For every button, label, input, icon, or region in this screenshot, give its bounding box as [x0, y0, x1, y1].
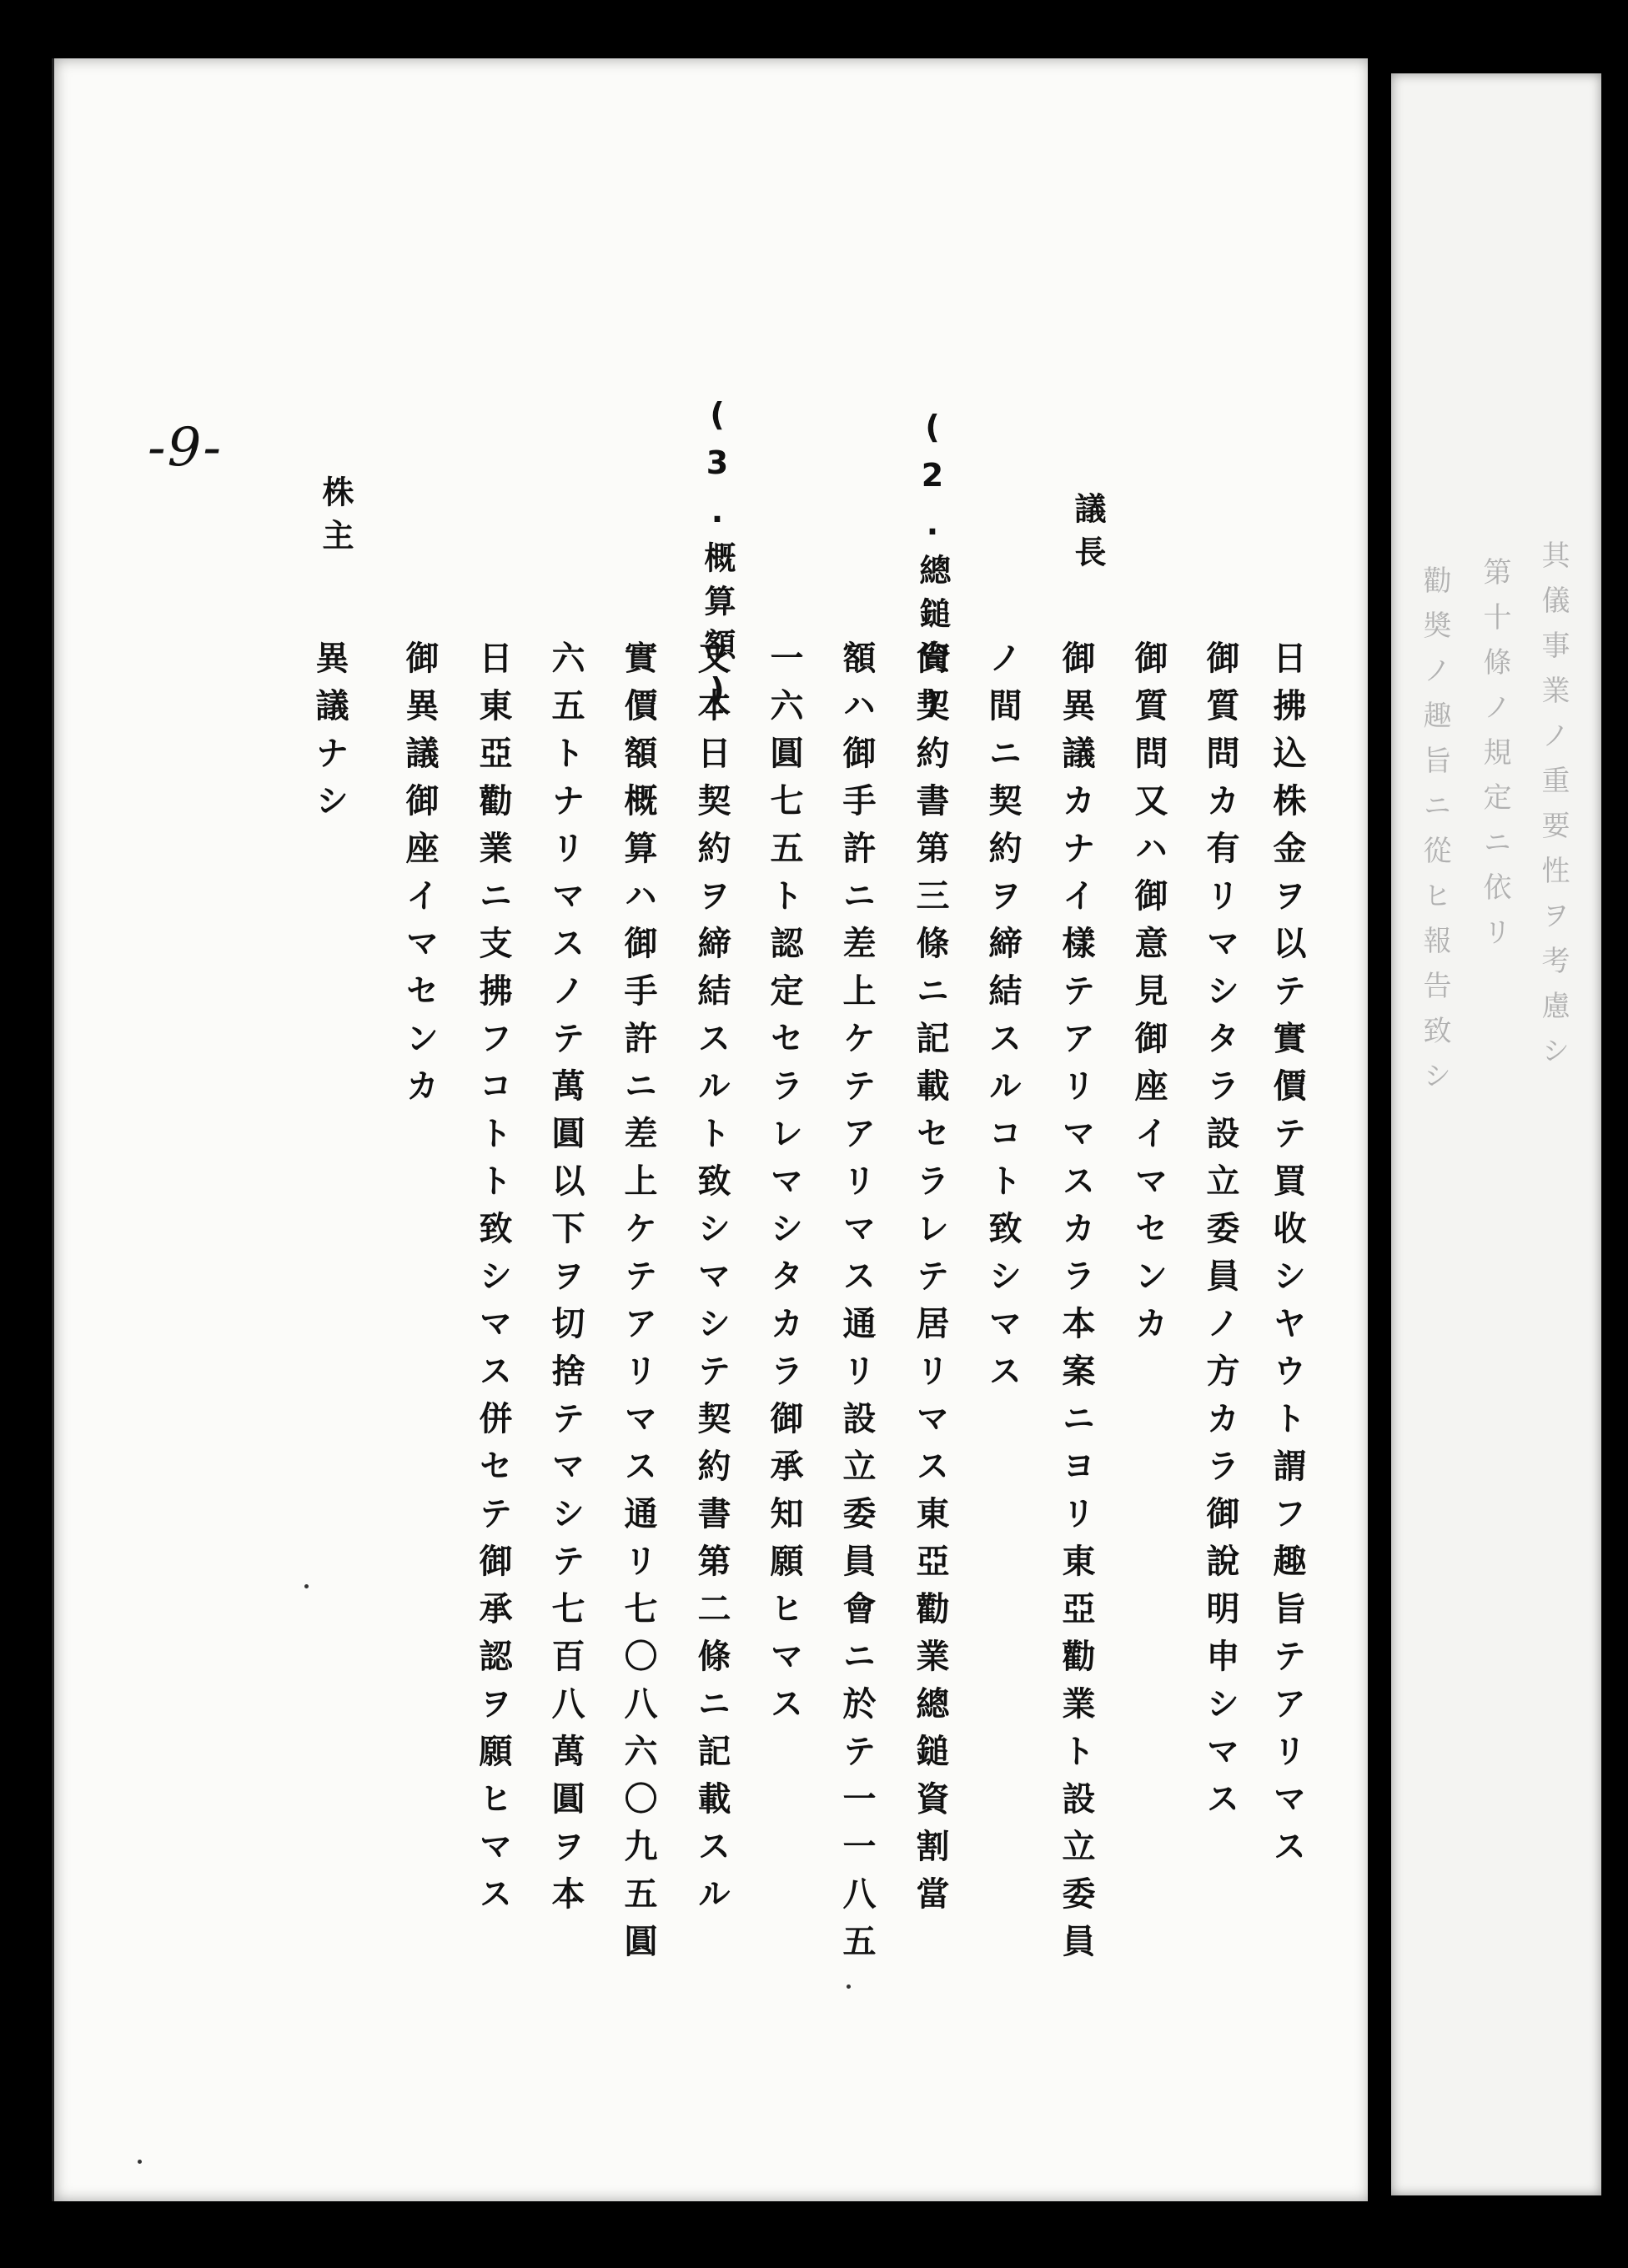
- page-gutter: [1368, 58, 1391, 2201]
- document-page: [52, 58, 1370, 2201]
- body-column-2: 御質問カ有リマシタラ設立委員ノ方カラ御說明申シマス: [1201, 640, 1239, 1829]
- speaker-item2: (2.總鎚資): [914, 409, 951, 732]
- facing-page-column-1: 其儀事業ノ重要性ヲ考慮シ: [1536, 540, 1570, 1081]
- body-column-3: 御質問又ハ御意見御座イマセンカ: [1129, 640, 1168, 1353]
- facing-page-column-2: 第十條ノ規定ニ依リ: [1478, 557, 1511, 962]
- speaker-shareholder: 株主: [317, 475, 354, 562]
- body-column-8: 一六圓七五ト認定セラレマシタカラ御承知願ヒマス: [765, 640, 803, 1734]
- body-column-5: ノ間ニ契約ヲ締結スルコト致シマス: [983, 640, 1022, 1401]
- body-column-13: 御異議御座イマセンカ: [400, 640, 439, 1116]
- body-column-7: 額ハ御手許ニ差上ケテアリマス通リ設立委員會ニ於テ一一八五: [837, 640, 876, 1971]
- facing-page: [1391, 73, 1601, 2195]
- facing-page-column-3: 勸奬ノ趣旨ニ從ヒ報告致シ: [1418, 565, 1451, 1106]
- body-column-6: 尙契約書第三條ニ記載セラレテ居リマス東亞勸業總鎚資割當: [911, 640, 949, 1924]
- body-column-1: 日拂込株金ヲ以テ實價テ買收シヤウト謂フ趣旨テアリマス: [1268, 640, 1306, 1876]
- paper-speck: [847, 1984, 851, 1989]
- speaker-item3: (3.概算額): [699, 396, 736, 720]
- body-column-14: 異議ナシ: [310, 640, 349, 830]
- body-column-11: 六五トナリマスノテ萬圓以下ヲ切捨テマシテ七百八萬圓ヲ本: [546, 640, 585, 1924]
- body-column-9: 又本日契約ヲ締結スルト致シマシテ契約書第二條ニ記載スル: [692, 640, 731, 1924]
- paper-speck: [138, 2160, 142, 2164]
- speaker-chair: 議長: [1069, 492, 1106, 579]
- body-column-12: 日東亞勸業ニ支拂フコトト致シマス併セテ御承認ヲ願ヒマス: [474, 640, 512, 1924]
- page-number: -9-: [148, 417, 223, 479]
- body-column-10: 實價額概算ハ御手許ニ差上ケテアリマス通リ七〇八六〇九五圓: [619, 640, 657, 1971]
- paper-speck: [304, 1584, 309, 1588]
- body-column-4: 御異議カナイ樣テアリマスカラ本案ニヨリ東亞勸業ト設立委員: [1057, 640, 1095, 1971]
